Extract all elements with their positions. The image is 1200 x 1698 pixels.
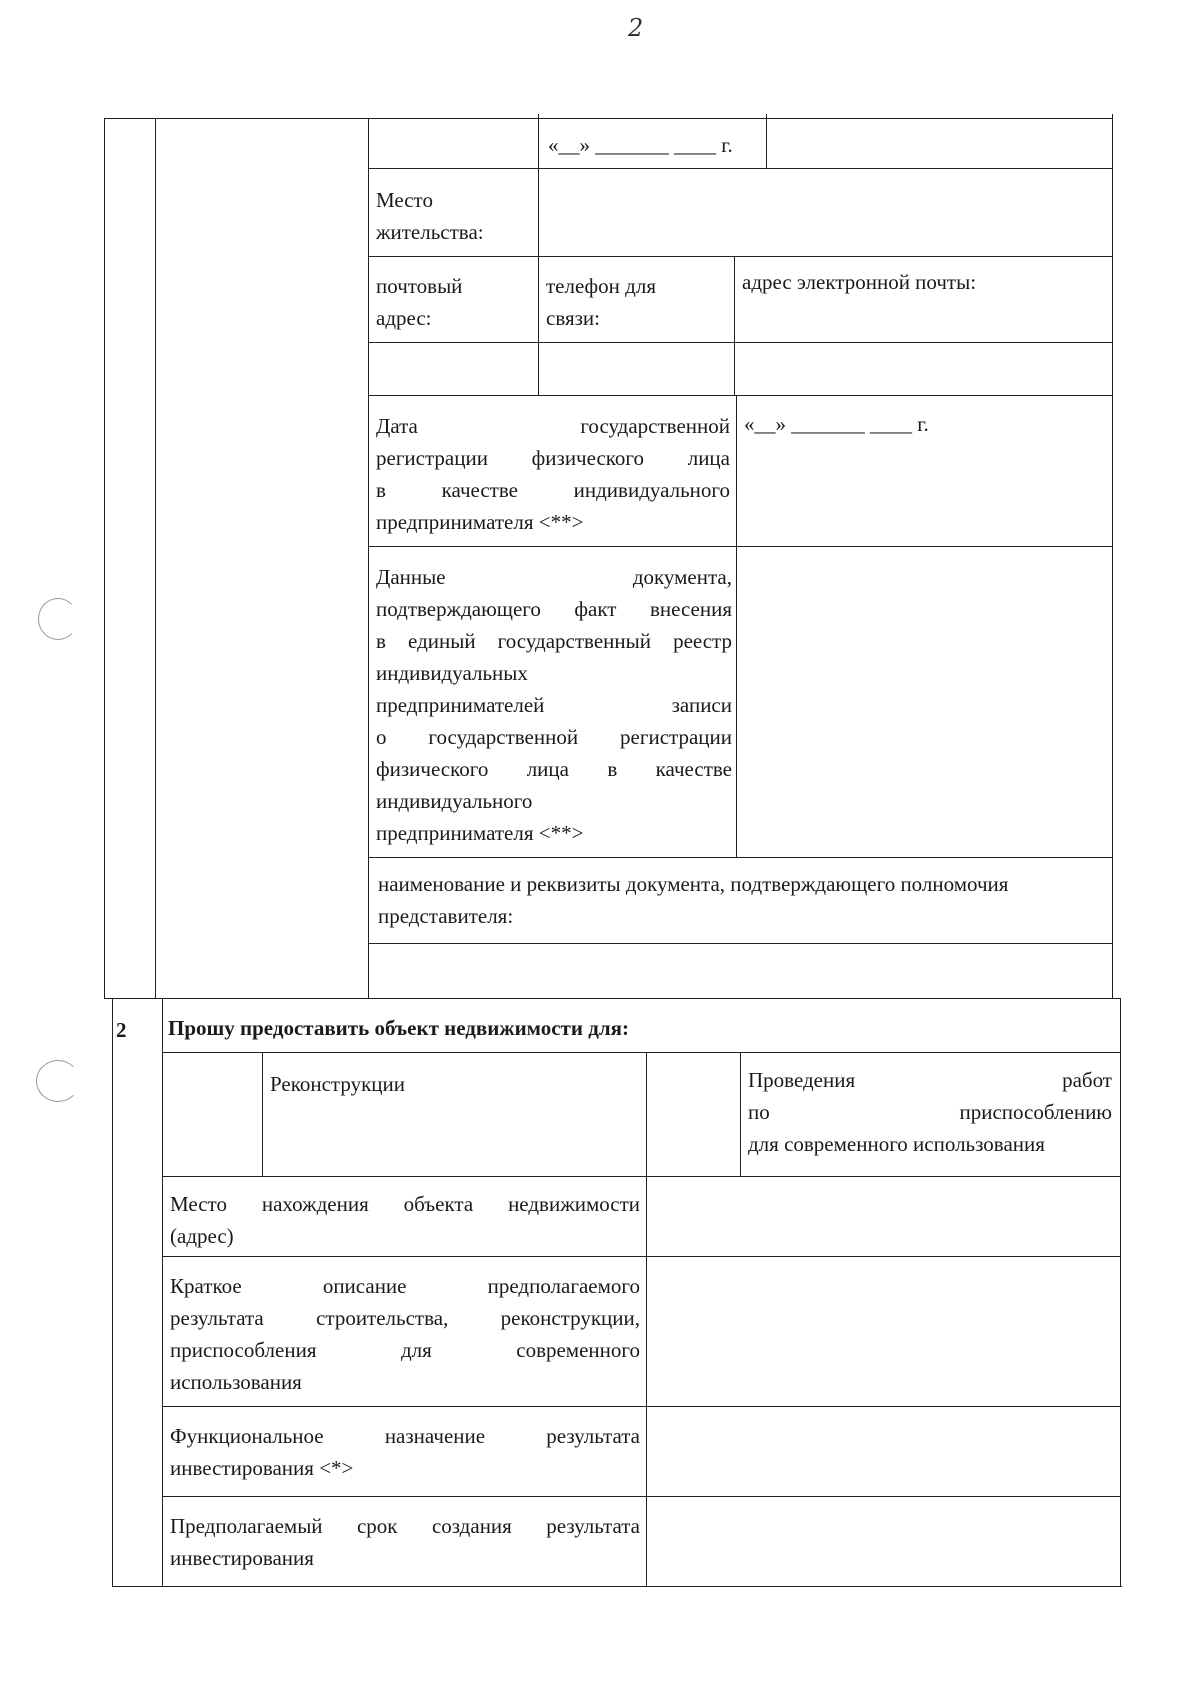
ip-registration-date-label: Дата государственной регистрации физического лица в качестве индивидуального предпринимателя <**> — [376, 414, 730, 534]
reconstruction-label: Реконструкции — [270, 1072, 405, 1096]
table-border — [734, 256, 735, 395]
adaptation-label: Проведения работ по приспособлению для современного использования — [748, 1068, 1112, 1156]
representative-document-label: наименование и реквизиты документа, подтверждающего полномочия представителя: — [378, 872, 1009, 928]
page-number: 2 — [628, 14, 644, 42]
result-description-label: Краткое описание предполагаемого результата строительства, реконструкции, приспособления для современного использования — [170, 1274, 640, 1394]
table-border — [162, 1256, 1120, 1257]
table-border — [538, 114, 539, 168]
egrip-document-label: Данные документа, подтверждающего факт внесения в единый государственный реестр индивидуальных предпринимателей записи о государственной регистрации физического лица в качестве индивидуального предпринимателя <**> — [376, 565, 732, 845]
binder-hole-mark — [36, 1060, 80, 1102]
table-border — [736, 395, 737, 857]
table-border — [104, 118, 1112, 119]
table-border — [162, 998, 163, 1586]
creation-term-label: Предполагаемый срок создания результата инвестирования — [170, 1514, 640, 1570]
table-border — [162, 1052, 1120, 1053]
section-title: Прошу предоставить объект недвижимости для: — [168, 1016, 629, 1040]
table-border — [368, 256, 1112, 257]
residence-label: Место жительства: — [376, 188, 484, 244]
phone-label: телефон для связи: — [546, 274, 656, 330]
functional-purpose-label: Функциональное назначение результата инвестирования <*> — [170, 1424, 640, 1480]
table-border — [162, 1406, 1120, 1407]
object-location-label: Место нахождения объекта недвижимости (адрес) — [170, 1192, 640, 1248]
table-border — [112, 1586, 1122, 1587]
table-border — [1112, 114, 1113, 998]
table-border — [155, 118, 156, 998]
table-border — [1120, 998, 1121, 1586]
table-border — [104, 998, 1120, 999]
table-border — [162, 1176, 1120, 1177]
table-border — [262, 1052, 263, 1176]
table-border — [368, 395, 1112, 396]
postal-address-label: почтовый адрес: — [376, 274, 463, 330]
table-border — [368, 342, 1112, 343]
table-border — [740, 1052, 741, 1176]
table-border — [112, 998, 113, 1586]
table-border — [368, 118, 369, 998]
table-border — [368, 943, 1112, 944]
table-border — [368, 857, 1112, 858]
binder-hole-mark — [38, 598, 78, 640]
table-border — [646, 1052, 647, 1586]
email-label: адрес электронной почты: — [742, 270, 977, 294]
table-border — [368, 546, 1112, 547]
section-number: 2 — [116, 1018, 127, 1042]
table-border — [766, 114, 767, 168]
ip-registration-date-blank: «__» _______ ____ г. — [744, 412, 929, 436]
table-border — [538, 168, 539, 395]
table-border — [162, 1496, 1120, 1497]
birth-date-blank: «__» _______ ____ г. — [548, 133, 733, 157]
table-border — [368, 168, 1112, 169]
table-border — [104, 118, 105, 998]
